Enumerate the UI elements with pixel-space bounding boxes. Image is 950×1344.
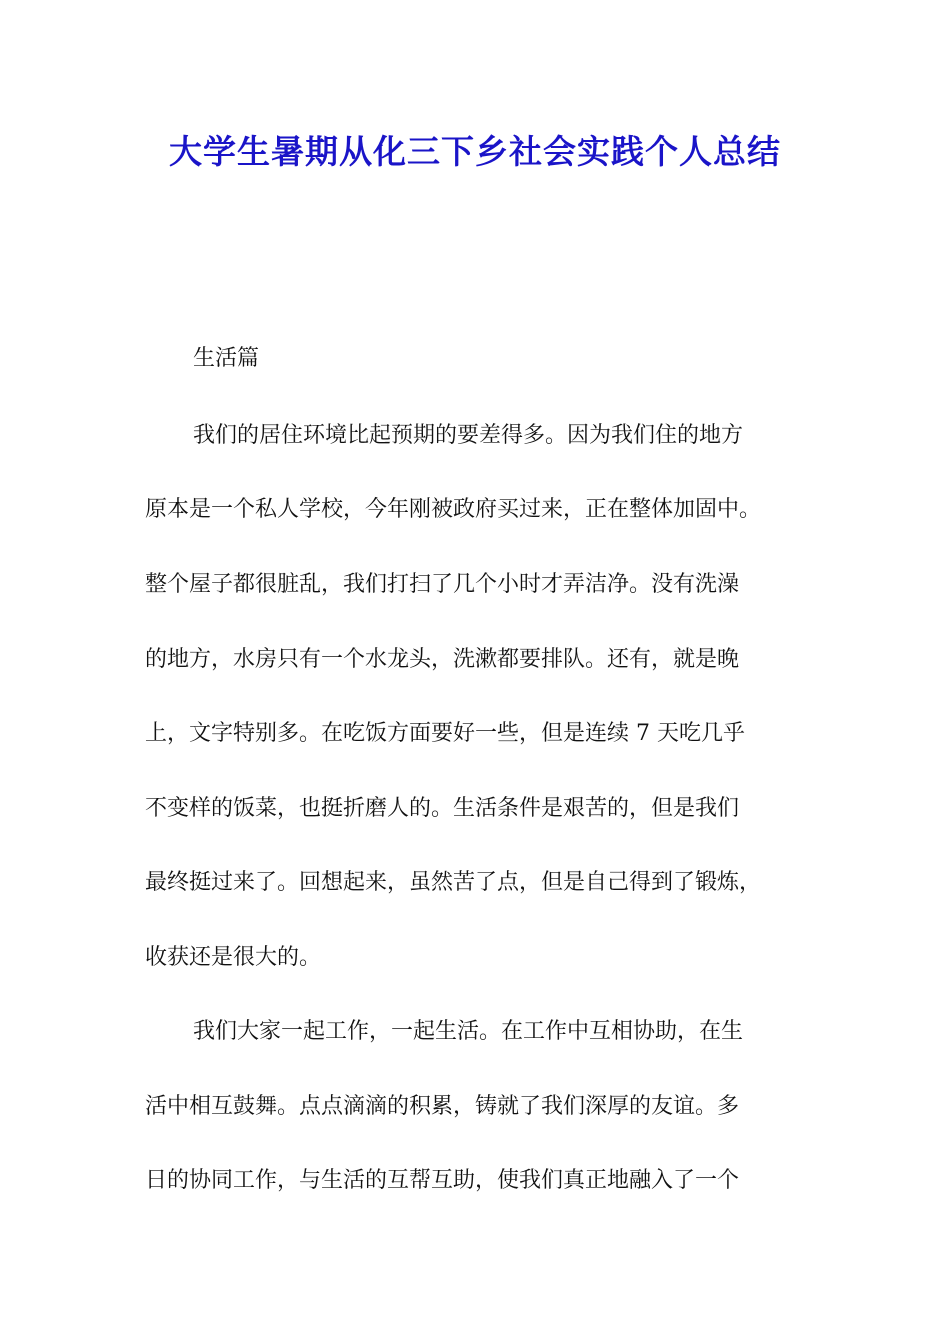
paragraph-line: 日的协同工作，与生活的互帮互助，使我们真正地融入了一个: [145, 1168, 740, 1193]
paragraph-line: 我们的居住环境比起预期的要差得多。因为我们住的地方: [193, 423, 744, 448]
paragraph-line: 我们大家一起工作，一起生活。在工作中互相协助，在生: [193, 1019, 744, 1044]
paragraph-line: 最终挺过来了。回想起来，虽然苦了点，但是自己得到了锻炼，: [145, 870, 762, 895]
paragraph-line: 收获还是很大的。: [145, 945, 322, 970]
paragraph-line: 原本是一个私人学校，今年刚被政府买过来，正在整体加固中。: [145, 497, 762, 522]
paragraph-line: 不变样的饭菜，也挺折磨人的。生活条件是艰苦的，但是我们: [145, 796, 740, 821]
paragraph-line: 整个屋子都很脏乱，我们打扫了几个小时才弄洁净。没有洗澡: [145, 572, 740, 597]
paragraph-line: 上，文字特别多。在吃饭方面要好一些，但是连续 7 天吃几乎: [145, 721, 745, 746]
section-heading: 生活篇: [193, 346, 260, 371]
paragraph-line: 活中相互鼓舞。点点滴滴的积累，铸就了我们深厚的友谊。多: [145, 1094, 740, 1119]
paragraph-line: 的地方，水房只有一个水龙头，洗漱都要排队。还有，就是晚: [145, 647, 740, 672]
document-title: 大学生暑期从化三下乡社会实践个人总结: [169, 132, 781, 171]
